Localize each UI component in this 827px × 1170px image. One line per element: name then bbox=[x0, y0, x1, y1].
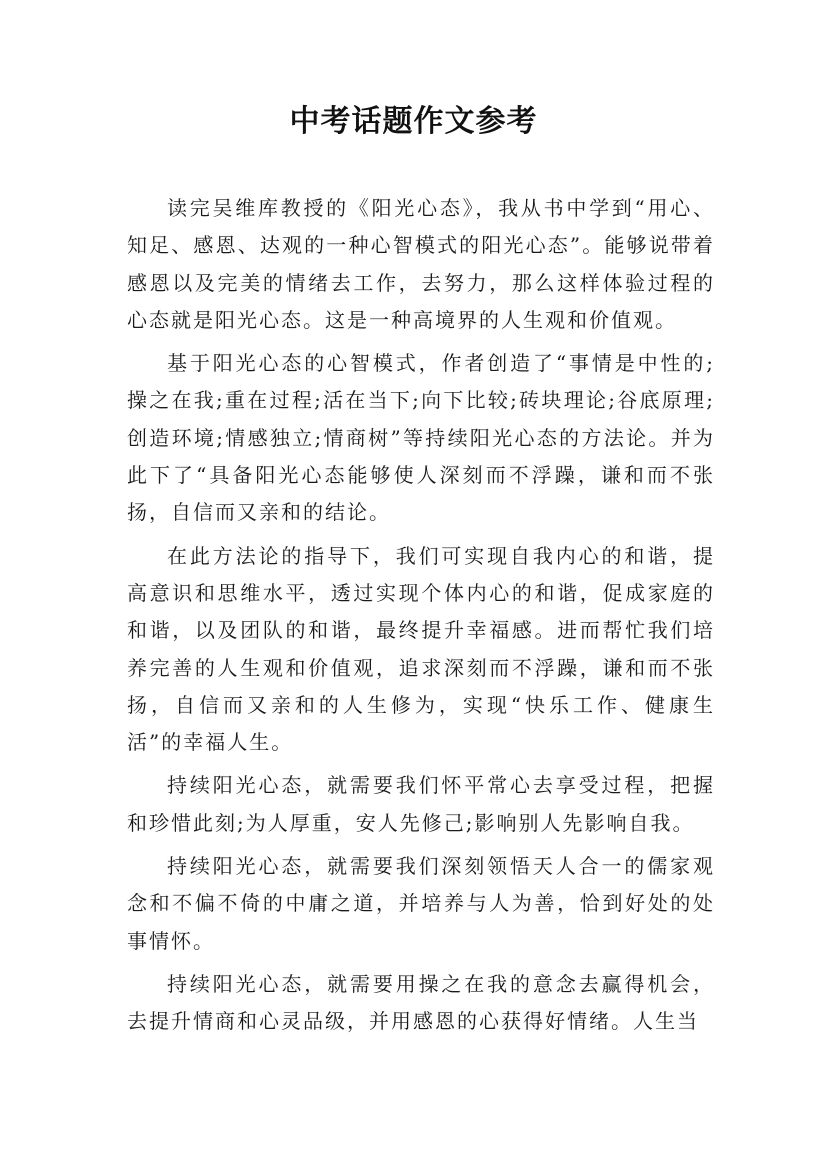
document-body bbox=[127, 190, 715, 1041]
document-title: 中考话题作文参考 bbox=[289, 104, 538, 139]
paragraph-6: 持续阳光心态，就需要用操之在我的意念去赢得机会，去提升情商和心灵品级，并用感恩的心获得好情绪。人生当 bbox=[127, 971, 715, 1034]
paragraph-2: 基于阳光心态的心智模式，作者创造了“事情是中性的;操之在我;重在过程;活在当下;向下比较;砖块理论;谷底原理;创造环境;情感独立;情商树”等持续阳光心态的方法论。并为此下了“具备阳光心态能够使人深刻而不浮躁，谦和而不张扬，自信而又亲和的结论。 bbox=[127, 351, 715, 525]
paragraph-1: 读完吴维库教授的《阳光心态》，我从书中学到“用心、知足、感恩、达观的一种心智模式的阳光心态”。能够说带着感恩以及完美的情绪去工作，去努力，那么这样体验过程的心态就是阳光心态。这是一种高境界的人生观和价值观。 bbox=[127, 196, 715, 332]
paragraph-4: 持续阳光心态，就需要我们怀平常心去享受过程，把握和珍惜此刻;为人厚重，安人先修己;影响别人先影响自我。 bbox=[127, 773, 715, 835]
paragraph-3: 在此方法论的指导下，我们可实现自我内心的和谐，提高意识和思维水平，透过实现个体内心的和谐，促成家庭的和谐，以及团队的和谐，最终提升幸福感。进而帮忙我们培养完善的人生观和价值观，追求深刻而不浮躁，谦和而不张扬，自信而又亲和的人生修为，实现“快乐工作、健康生活”的幸福人生。 bbox=[127, 543, 715, 755]
paragraph-5: 持续阳光心态，就需要我们深刻领悟天人合一的儒家观念和不偏不倚的中庸之道，并培养与人为善，恰到好处的处事情怀。 bbox=[127, 854, 715, 953]
